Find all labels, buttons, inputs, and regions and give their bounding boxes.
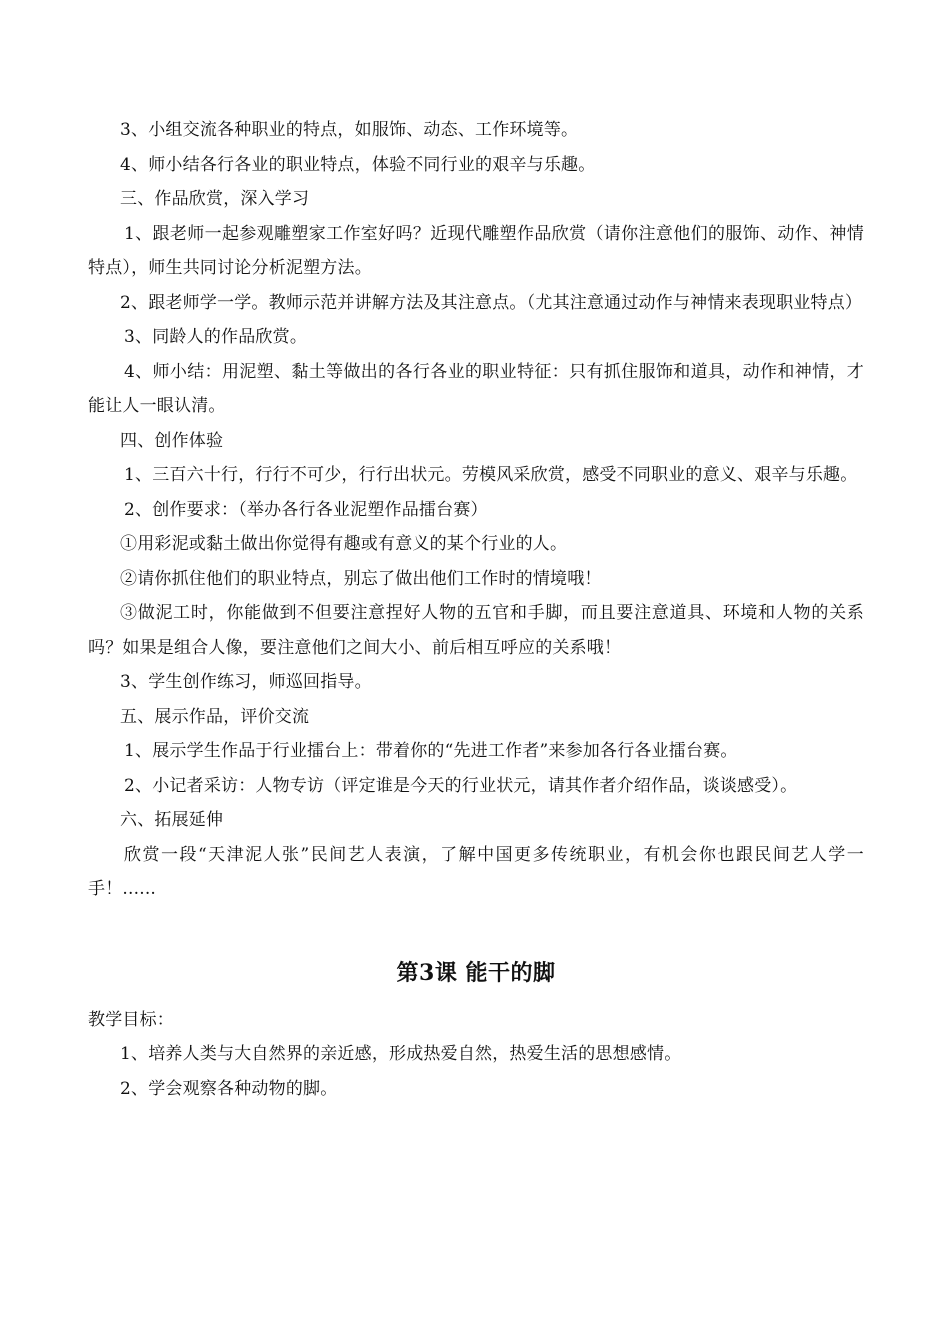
goal-item: 2、学会观察各种动物的脚。 [120,1078,338,1099]
paragraph: 2、小记者采访：人物专访（评定谁是今天的行业状元，请其作者介绍作品，谈谈感受）。 [124,775,798,796]
paragraph: ③做泥工时，你能做到不但要注意捏好人物的五官和手脚，而且要注意道具、环境和人物的关系吗？如果是组合人像，要注意他们之间大小、前后相互呼应的关系哦！ [88,603,864,658]
paragraph: 1、展示学生作品于行业擂台上：带着你的“先进工作者”来参加各行各业擂台赛。 [124,741,738,761]
paragraph: 3、小组交流各种职业的特点，如服饰、动态、工作环境等。 [120,120,579,140]
paragraph: 1、跟老师一起参观雕塑家工作室好吗？近现代雕塑作品欣赏（请你注意他们的服饰、动作、神情特点），师生共同讨论分析泥塑方法。 [88,223,864,278]
goals-heading: 教学目标： [88,1009,174,1030]
section-heading: 六、拓展延伸 [120,810,224,830]
paragraph: 4、师小结：用泥塑、黏土等做出的各行各业的职业特征：只有抓住服饰和道具，动作和神情，才能让人一眼认清。 [88,361,864,416]
paragraph: 2、创作要求：（举办各行各业泥塑作品擂台赛） [124,499,488,520]
paragraph: 3、同龄人的作品欣赏。 [124,327,308,347]
paragraph: 2、跟老师学一学。教师示范并讲解方法及其注意点。（尤其注意通过动作与神情来表现职业特点） [120,292,863,313]
paragraph: 4、师小结各行各业的职业特点，体验不同行业的艰辛与乐趣。 [120,154,596,175]
document-body [88,113,864,1106]
goal-item: 1、培养人类与大自然界的亲近感，形成热爱自然，热爱生活的思想感情。 [120,1044,682,1064]
paragraph: 3、学生创作练习，师巡回指导。 [120,672,372,692]
paragraph: 1、三百六十行，行行不可少，行行出状元。劳模风采欣赏，感受不同职业的意义、艰辛与乐趣。 [124,465,858,485]
lesson-title: 第3课 能干的脚 [396,959,556,986]
section-heading: 五、展示作品，评价交流 [120,706,310,727]
spacer [88,993,864,1003]
spacer [88,907,864,953]
paragraph: 欣赏一段“天津泥人张”民间艺人表演，了解中国更多传统职业，有机会你也跟民间艺人学一手！...... [88,844,864,899]
paragraph: ①用彩泥或黏土做出你觉得有趣或有意义的某个行业的人。 [120,534,568,554]
section-heading: 三、作品欣赏，深入学习 [120,189,310,209]
section-heading: 四、创作体验 [120,430,224,451]
paragraph: ②请你抓住他们的职业特点，别忘了做出他们工作时的情境哦！ [120,568,602,589]
